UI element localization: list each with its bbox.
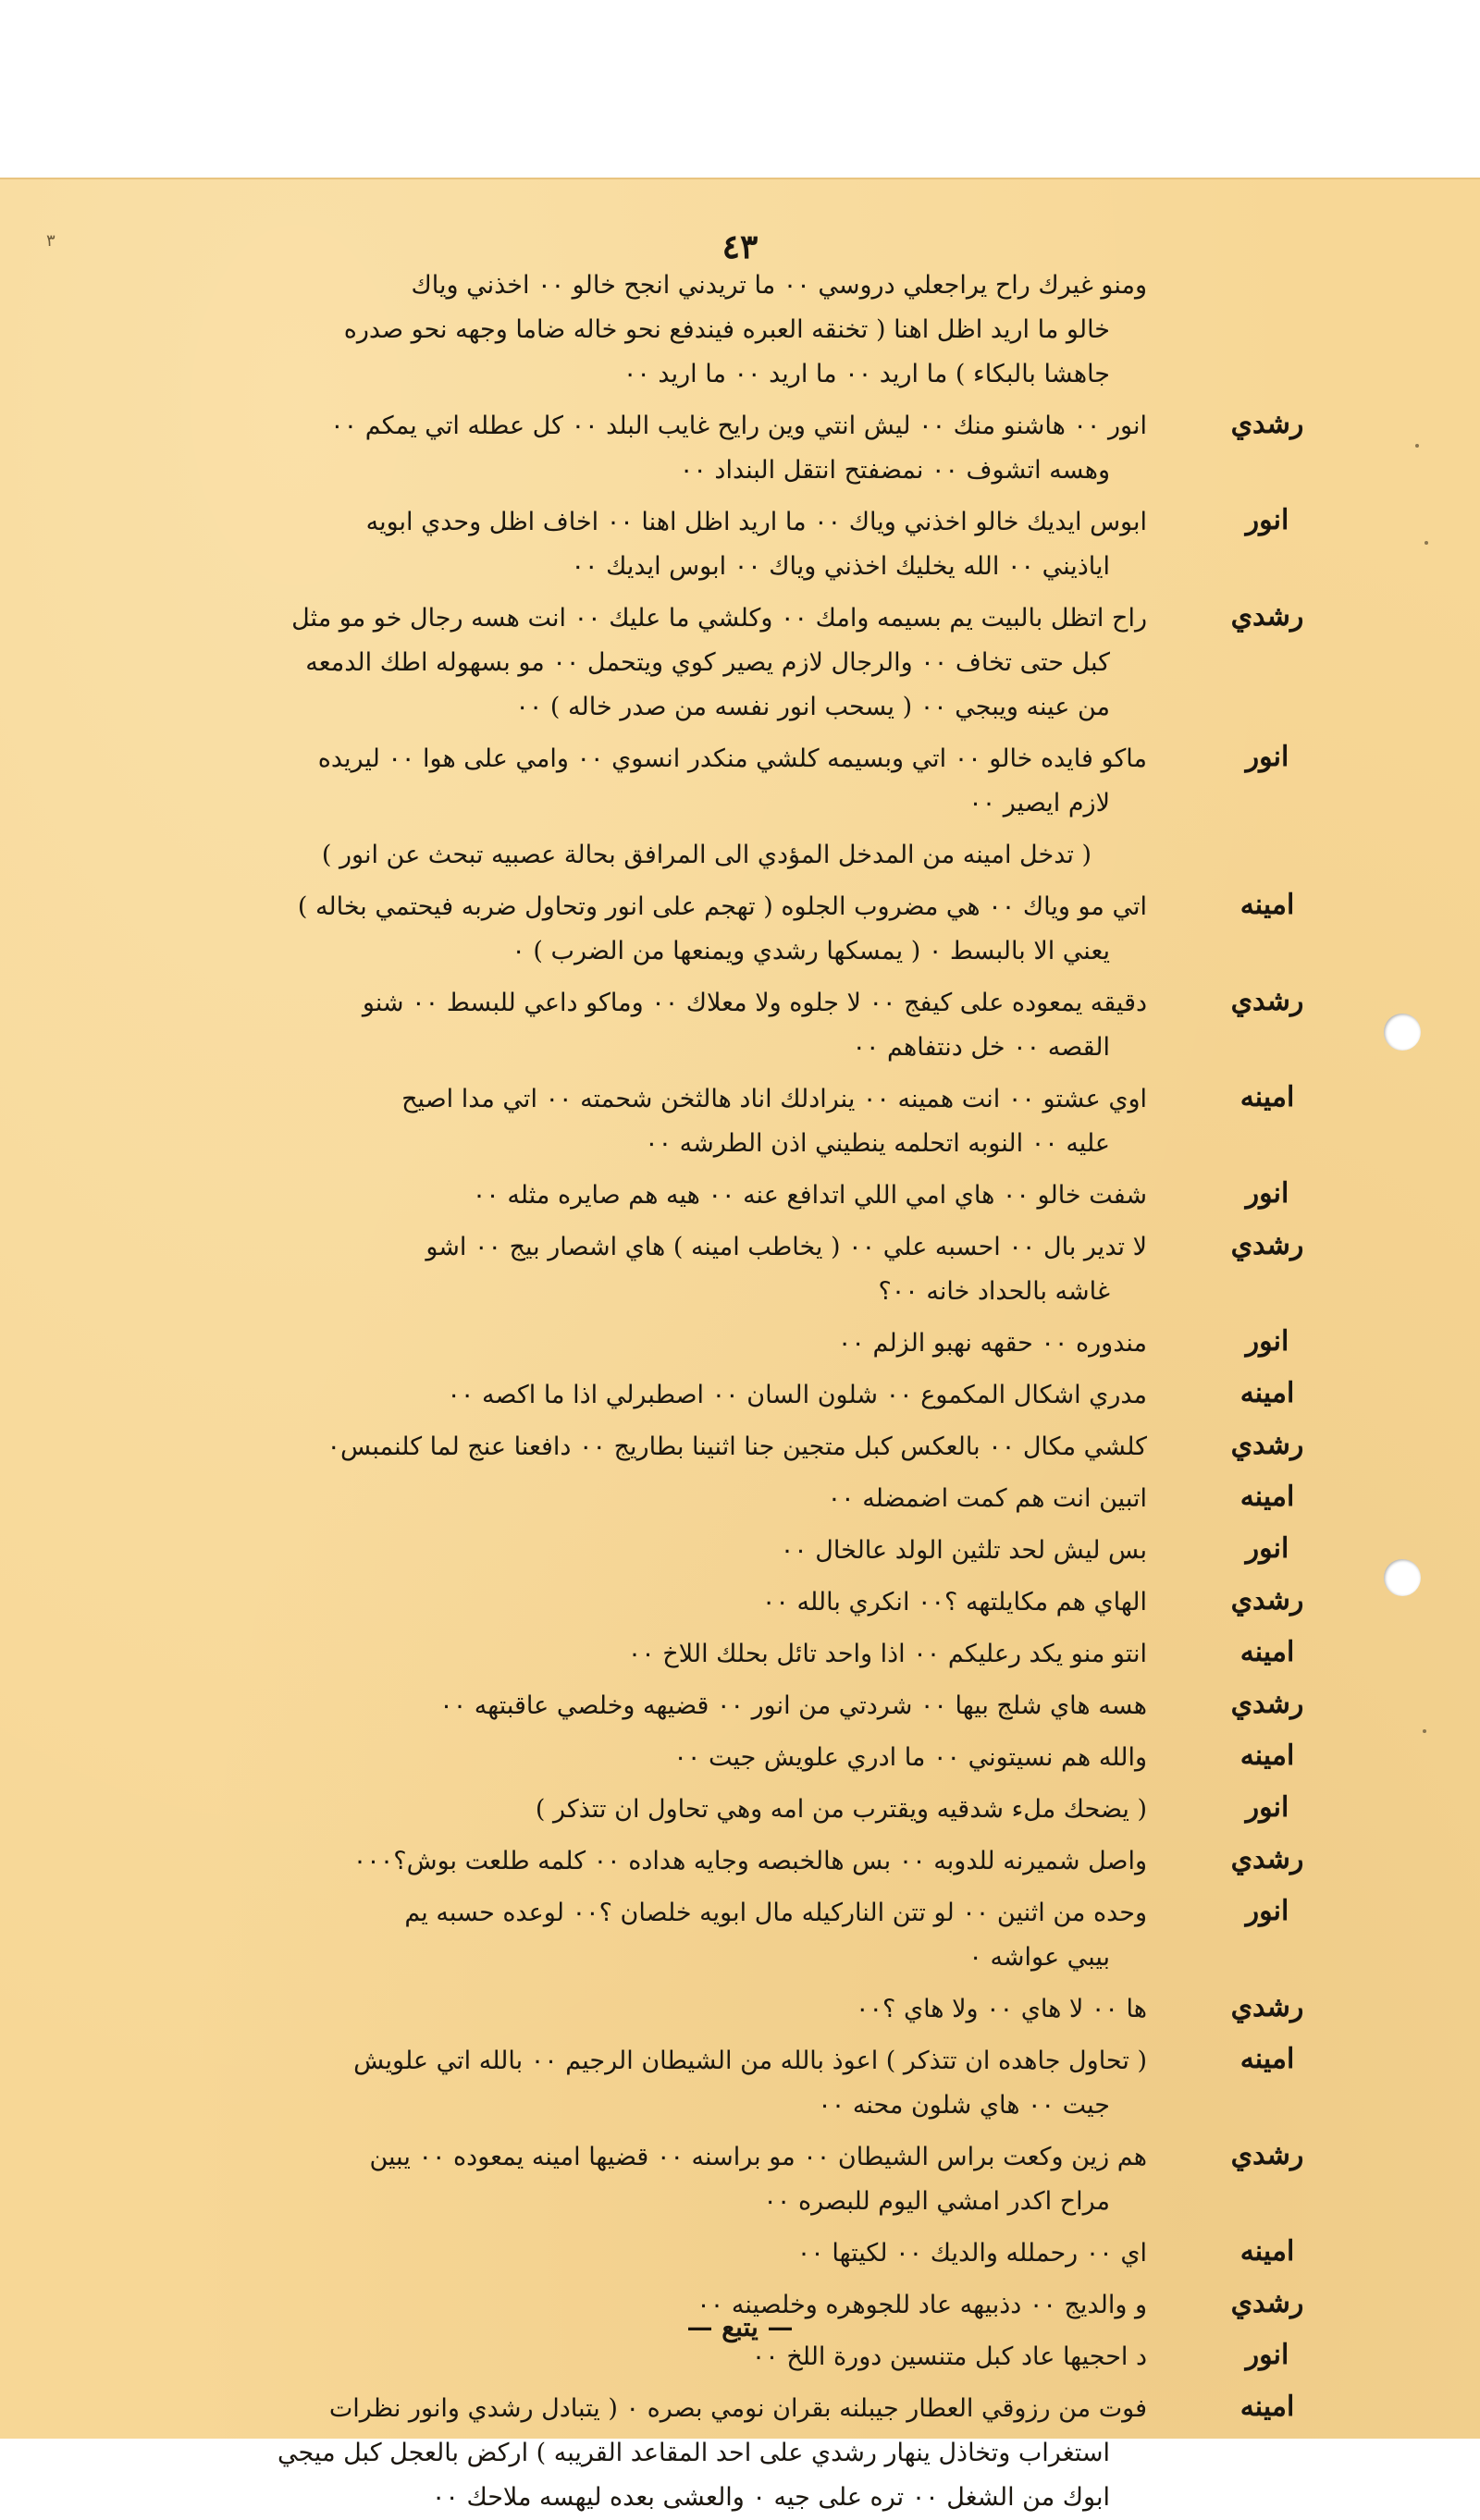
dialogue-line: جيت ٠٠ هاي شلون محنه ٠٠ — [818, 2091, 1110, 2120]
dialogue-line: لا تدير بال ٠٠ احسبه علي ٠٠ ( يخاطب امينه ) هاي اشصار بيج ٠٠ اشو — [426, 1233, 1147, 1261]
speaker-name: امينه — [1240, 1739, 1295, 1772]
dialogue-lines — [111, 2231, 1147, 2276]
dialogue-line: راح اتظل بالبيت يم بسيمه وامك ٠٠ وكلشي ما عليك ٠٠ انت هسه رجال خو مو مثل — [291, 604, 1147, 633]
dialogue-line: وهسه اتشوف ٠٠ نمضفتح انتقل البنداد ٠٠ — [679, 456, 1110, 485]
dialogue-lines — [111, 833, 1147, 878]
dialogue-entry — [111, 1174, 1314, 1218]
dialogue-entry — [111, 2387, 1314, 2520]
dialogue-line: بس ليش لحد تلثين الولد عالخال ٠٠ — [780, 1536, 1147, 1565]
speaker-name: رشدي — [1230, 2139, 1304, 2171]
dialogue-entry — [111, 1425, 1314, 1469]
dialogue-entry — [111, 1077, 1314, 1166]
dialogue-entry — [111, 1736, 1314, 1780]
dialogue-lines — [111, 404, 1147, 493]
dialogue-line: ابوك من الشغل ٠٠ تره على جيه ٠ والعشى بعده ليهسه ملاحك ٠٠ — [431, 2483, 1110, 2512]
dialogue-line: و والديج ٠٠ دذبيهه عاد للجوهره وخلصينه ٠٠ — [697, 2291, 1147, 2319]
dialogue-lines — [111, 981, 1147, 1070]
dialogue-line: يعني الا بالبسط ٠ ( يمسكها رشدي ويمنعها من الضرب ) ٠ — [512, 937, 1110, 965]
dialogue-line: ماكو فايده خالو ٠٠ اتي وبسيمه كلشي منكدر انسوي ٠٠ وامي على هوا ٠٠ ليريده — [317, 744, 1147, 773]
dialogue-line: مندوره ٠٠ حقهه نهبو الزلم ٠٠ — [837, 1329, 1147, 1358]
dialogue-line: اتبين انت هم كمت اضمضله ٠٠ — [827, 1484, 1147, 1513]
dialogue-entry — [111, 2231, 1314, 2276]
dialogue-entry — [111, 833, 1314, 878]
dialogue-entry — [111, 1225, 1314, 1314]
dialogue-line: وحده من اثنين ٠٠ لو تتن الناركيله مال ابويه خلصان ؟٠٠ لوعده حسبه يم — [404, 1899, 1147, 1927]
speaker-name: انور — [1245, 1325, 1289, 1358]
speaker-name: انور — [1245, 1895, 1289, 1927]
dialogue-line: ها ٠٠ لا هاي ٠٠ ولا هاي ؟٠٠ — [856, 1995, 1147, 2023]
dialogue-entry — [111, 1839, 1314, 1884]
dialogue-line: القصه ٠٠ خل دنتفاهم ٠٠ — [852, 1033, 1110, 1062]
dialogue-line: لازم ايصير ٠٠ — [968, 789, 1110, 817]
dialogue-lines — [111, 1373, 1147, 1418]
dialogue-entry — [111, 1684, 1314, 1728]
dialogue-lines — [111, 1684, 1147, 1728]
dialogue-lines — [111, 1580, 1147, 1625]
speaker-name: رشدي — [1230, 1229, 1304, 1261]
speaker-name: امينه — [1240, 1081, 1295, 1113]
speaker-name: رشدي — [1230, 1688, 1304, 1720]
dialogue-line: فوت من رزوقي العطار جيبلنه بقران نومي بصره ٠ ( يتبادل رشدي وانور نظرات — [328, 2394, 1147, 2423]
dialogue-line: مراح اكدر امشي اليوم للبصره ٠٠ — [763, 2187, 1110, 2216]
dialogue-line: هم زين وكعت براس الشيطان ٠٠ مو براسنه ٠٠ قضيها امينه يمعوده ٠٠ يبين — [369, 2143, 1147, 2171]
dialogue-lines — [111, 500, 1147, 589]
dialogue-entry — [111, 1891, 1314, 1980]
dialogue-block — [111, 264, 1314, 2520]
speaker-name: امينه — [1240, 1636, 1295, 1668]
margin-speck — [1415, 444, 1419, 448]
dialogue-line: انتو منو يكد رعليكم ٠٠ اذا واحد تائل بحلك اللاخ ٠٠ — [627, 1640, 1147, 1668]
speaker-name: انور — [1245, 2339, 1289, 2371]
dialogue-line: اوي عشتو ٠٠ انت همينه ٠٠ ينرادلك اناد هالثخن شحمته ٠٠ اتي مدا اصيح — [401, 1085, 1147, 1113]
dialogue-lines — [111, 1987, 1147, 2032]
dialogue-entry — [111, 885, 1314, 974]
speaker-name: امينه — [1240, 1377, 1295, 1409]
dialogue-entry — [111, 737, 1314, 826]
dialogue-line: غاشه بالحداد خانه ٠٠؟ — [878, 1277, 1110, 1306]
dialogue-lines — [111, 2135, 1147, 2224]
dialogue-entry — [111, 1373, 1314, 1418]
speaker-name: انور — [1245, 1532, 1289, 1565]
dialogue-entry — [111, 1477, 1314, 1521]
dialogue-lines — [111, 1321, 1147, 1366]
dialogue-lines — [111, 1477, 1147, 1521]
speaker-name: رشدي — [1230, 1843, 1304, 1875]
dialogue-entry — [111, 1529, 1314, 1573]
dialogue-line: اياذيني ٠٠ الله يخليك اخذني وياك ٠٠ ابوس ايديك ٠٠ — [571, 552, 1110, 581]
speaker-name: رشدي — [1230, 600, 1304, 633]
dialogue-entry — [111, 264, 1314, 397]
speaker-name: رشدي — [1230, 985, 1304, 1017]
page-number: ٤٣ — [722, 227, 758, 266]
dialogue-line: استغراب وتخاذل ينهار رشدي على احد المقاعد القريبه ) اركض بالعجل كبل ميجي — [277, 2439, 1110, 2467]
dialogue-entry — [111, 1788, 1314, 1832]
corner-mark: ٣ — [46, 231, 56, 251]
dialogue-line: واصل شميرنه للدوبه ٠٠ بس هالخبصه وجايه هداده ٠٠ كلمه طلعت بوش؟٠٠٠ — [352, 1847, 1147, 1875]
dialogue-line: كبل حتى تخاف ٠٠ والرجال لازم يصير كوي ويتحمل ٠٠ مو بسهوله اطك الدمعه — [305, 648, 1110, 677]
margin-speck — [1424, 541, 1428, 545]
dialogue-lines — [111, 1225, 1147, 1314]
speaker-name: رشدي — [1230, 1991, 1304, 2023]
dialogue-line: شفت خالو ٠٠ هاي امي اللي اتدافع عنه ٠٠ هيه هم صايره مثله ٠٠ — [472, 1181, 1147, 1210]
speaker-name: انور — [1245, 1177, 1289, 1210]
dialogue-lines — [111, 1632, 1147, 1677]
speaker-name: امينه — [1240, 2043, 1295, 2075]
dialogue-line: كلشي مكال ٠٠ بالعكس كبل متجين جنا اثنينا بطاريج ٠٠ دافعنا عنج لما كلنمبس٠ — [327, 1432, 1147, 1461]
dialogue-entry — [111, 1987, 1314, 2032]
speaker-name: امينه — [1240, 2391, 1295, 2423]
dialogue-line: خالو ما اريد اظل اهنا ( تخنقه العبره فيندفع نحو خاله ضاما وجهه نحو صدره — [343, 315, 1110, 344]
dialogue-entry — [111, 981, 1314, 1070]
dialogue-lines — [111, 596, 1147, 730]
dialogue-entry — [111, 2135, 1314, 2224]
dialogue-line: اتي مو وياك ٠٠ هي مضروب الجلوه ( تهجم على انور وتحاول ضربه فيحتمي بخاله ) — [297, 892, 1147, 921]
dialogue-line: مدري اشكال المكموع ٠٠ شلون السان ٠٠ اصطبرلي اذا ما اكصه ٠٠ — [447, 1381, 1147, 1409]
dialogue-entry — [111, 1632, 1314, 1677]
dialogue-lines — [111, 1529, 1147, 1573]
dialogue-entry — [111, 404, 1314, 493]
speaker-name: انور — [1245, 741, 1289, 773]
dialogue-line: والله هم نسيتوني ٠٠ ما ادري علويش جيت ٠٠ — [673, 1743, 1147, 1772]
dialogue-line: ( يضحك ملء شدقيه ويقترب من امه وهي تحاول ان تتذكر ) — [535, 1795, 1147, 1824]
dialogue-lines — [111, 1891, 1147, 1980]
dialogue-lines — [111, 1425, 1147, 1469]
speaker-name: انور — [1245, 1791, 1289, 1824]
speaker-name: انور — [1245, 504, 1289, 536]
speaker-name: رشدي — [1230, 1429, 1304, 1461]
dialogue-lines — [111, 737, 1147, 826]
dialogue-lines — [111, 2387, 1147, 2520]
dialogue-lines — [111, 2039, 1147, 2128]
speaker-name: امينه — [1240, 889, 1295, 921]
dialogue-line: بيبي عواشه ٠ — [968, 1943, 1110, 1972]
dialogue-lines — [111, 1736, 1147, 1780]
dialogue-lines — [111, 1788, 1147, 1832]
punch-hole — [1384, 1014, 1421, 1051]
dialogue-line: دقيقه يمعوده على كيفج ٠٠ لا جلوه ولا معلاك ٠٠ وماكو داعي للبسط ٠٠ شنو — [362, 989, 1147, 1017]
continued-footer: — يتبع — — [686, 2312, 794, 2342]
dialogue-line: من عينه ويبجي ٠٠ ( يسحب انور نفسه من صدر خاله ) ٠٠ — [515, 693, 1110, 721]
speaker-name: رشدي — [1230, 1584, 1304, 1616]
dialogue-line: هسه هاي شلج بيها ٠٠ شردتي من انور ٠٠ قضيهه وخلصي عاقبتهه ٠٠ — [439, 1691, 1147, 1720]
dialogue-line: اي ٠٠ رحملله والديك ٠٠ لكيتها ٠٠ — [796, 2239, 1147, 2268]
dialogue-entry — [111, 1321, 1314, 1366]
dialogue-line: د احجيها عاد كبل متنسين دورة اللخ ٠٠ — [751, 2342, 1147, 2371]
dialogue-line: ومنو غيرك راح يراجعلي دروسي ٠٠ ما تريدني انجح خالو ٠٠ اخذني وياك — [411, 271, 1147, 300]
speaker-name: رشدي — [1230, 408, 1304, 440]
dialogue-lines — [111, 264, 1147, 397]
speaker-name: امينه — [1240, 2235, 1295, 2268]
dialogue-line: ابوس ايديك خالو اخذني وياك ٠٠ ما اريد اظل اهنا ٠٠ اخاف اظل وحدي ابويه — [365, 508, 1147, 536]
speaker-name: رشدي — [1230, 2287, 1304, 2319]
punch-hole — [1384, 1559, 1421, 1596]
dialogue-lines — [111, 1174, 1147, 1218]
dialogue-line: ( تحاول جاهده ان تتذكر ) اعوذ بالله من الشيطان الرجيم ٠٠ بالله اتي علويش — [353, 2047, 1147, 2075]
dialogue-lines — [111, 885, 1147, 974]
dialogue-line: الهاي هم مكايلتهه ؟٠٠ انكري بالله ٠٠ — [761, 1588, 1147, 1616]
dialogue-line: جاهشا بالبكاء ) ما اريد ٠٠ ما اريد ٠٠ ما اريد ٠٠ — [623, 360, 1110, 388]
dialogue-entry — [111, 500, 1314, 589]
dialogue-line: عليه ٠٠ النوبه اتحلمه ينطيني اذن الطرشه ٠٠ — [645, 1129, 1110, 1158]
dialogue-lines — [111, 1077, 1147, 1166]
dialogue-line: انور ٠٠ هاشنو منك ٠٠ ليش انتي وين رايح غايب البلد ٠٠ كل عطله اتي يمكم ٠٠ — [330, 412, 1147, 440]
speaker-name: امينه — [1240, 1481, 1295, 1513]
margin-speck — [1423, 1729, 1426, 1733]
dialogue-entry — [111, 596, 1314, 730]
stage-direction: ( تدخل امينه من المدخل المؤدي الى المرافق بحالة عصبيه تبحث عن انور ) — [321, 841, 1092, 869]
dialogue-lines — [111, 1839, 1147, 1884]
dialogue-entry — [111, 1580, 1314, 1625]
dialogue-entry — [111, 2039, 1314, 2128]
